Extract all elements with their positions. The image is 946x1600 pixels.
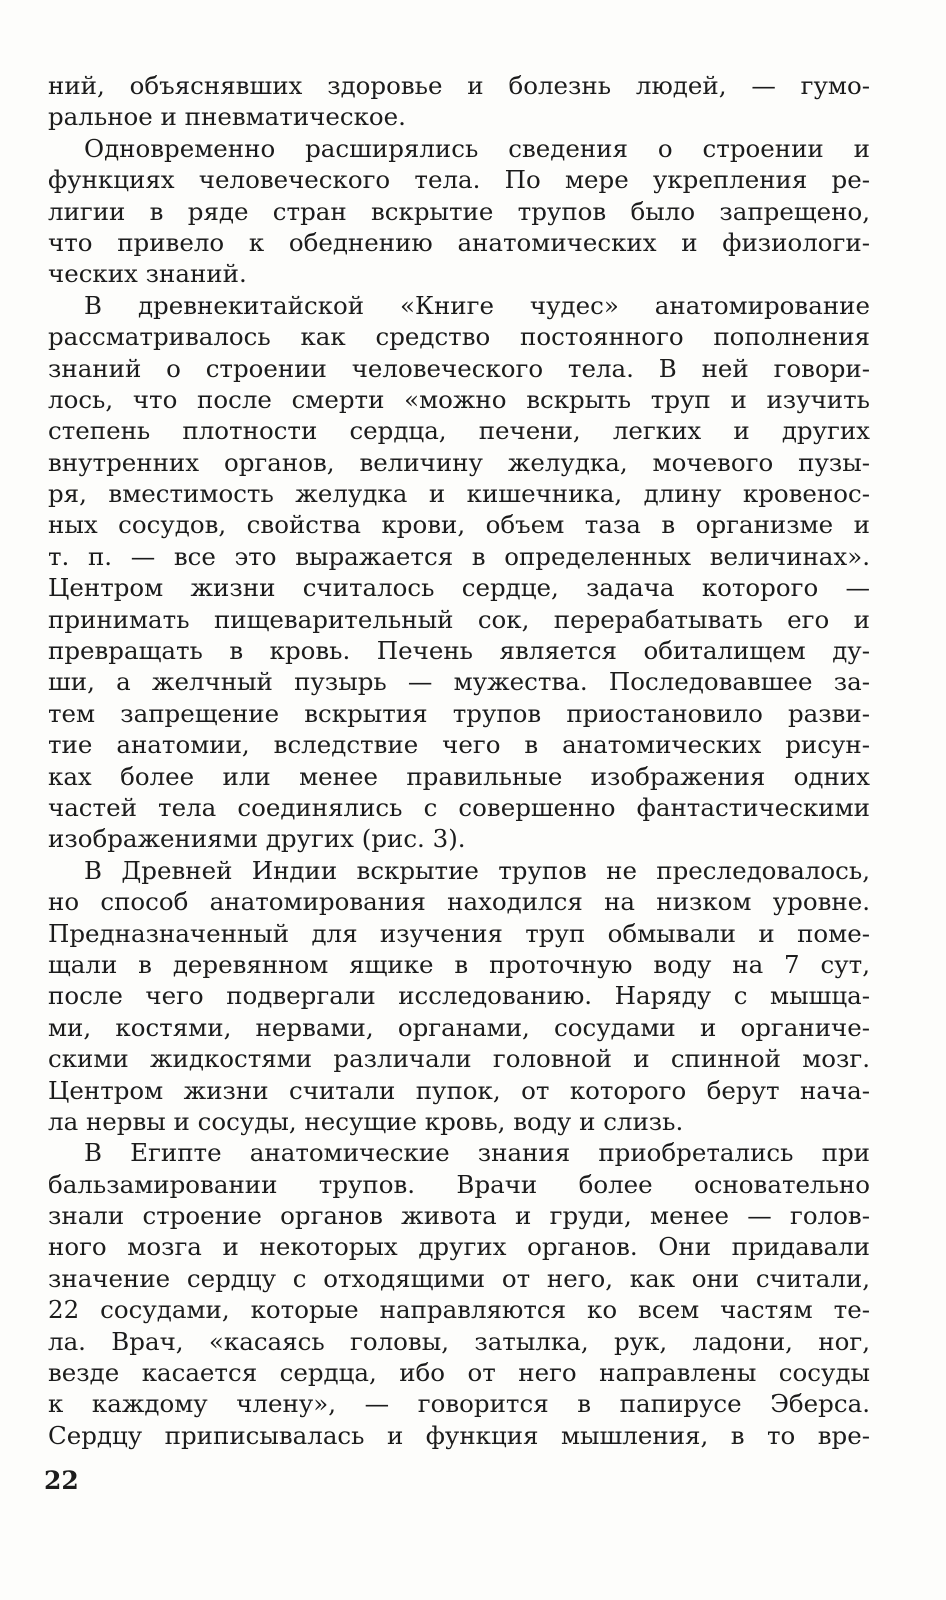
text-line: лигии в ряде стран вскрытие трупов было запрещено, [48,196,870,226]
text-line: знали строение органов живота и груди, менее — голов- [48,1201,870,1231]
text-line: т. п. — все это выражается в определенных величинах». [48,541,870,571]
text-line: внутренних органов, величину желудка, мочевого пузы- [48,447,870,477]
text-line: ла нервы и сосуды, несущие кровь, воду и слизь. [48,1106,684,1136]
paragraph [48,70,870,133]
text-line: после чего подвергали исследованию. Наряду с мышца- [48,981,870,1011]
text-line: Сердцу приписывалась и функция мышления, в то вре- [48,1420,870,1450]
paragraph [48,1137,870,1451]
text-line: тие анатомии, вследствие чего в анатомических рисун- [48,730,870,760]
text-line: ши, а желчный пузырь — мужества. Последовавшее за- [48,667,870,697]
text-line: бальзамировании трупов. Врачи более основательно [48,1169,870,1199]
text-line: ря, вместимость желудка и кишечника, длину кровенос- [48,479,870,509]
text-line: В Египте анатомические знания приобретались при [84,1138,870,1168]
text-line: скими жидкостями различали головной и спинной мозг. [48,1044,870,1074]
text-line: частей тела соединялись с совершенно фантастическими [48,792,870,822]
page-number: 22 [44,1466,79,1495]
text-line: Центром жизни считалось сердце, задача которого — [48,573,870,603]
text-line: Одновременно расширялись сведения о строении и [84,133,870,163]
text-line: ческих знаний. [48,259,247,289]
text-line: везде касается сердца, ибо от него направлены сосуды [48,1358,870,1388]
text-line: ных сосудов, свойства крови, объем таза в организме и [48,510,870,540]
text-line: превращать в кровь. Печень является обиталищем ду- [48,636,870,666]
text-line: что привело к обеднению анатомических и физиологи- [48,227,870,257]
paragraph [48,290,870,855]
text-line: изображениями других (рис. 3). [48,824,466,854]
body-text [48,70,870,1451]
text-line: ла. Врач, «касаясь головы, затылка, рук, ладони, ног, [48,1326,870,1356]
text-line: Центром жизни считали пупок, от которого берут нача- [48,1075,870,1105]
text-line: щали в деревянном ящике в проточную воду на 7 сут, [48,949,870,979]
text-line: принимать пищеварительный сок, перерабатывать его и [48,604,870,634]
text-line: лось, что после смерти «можно вскрыть труп и изучить [48,384,870,414]
text-line: ми, костями, нервами, органами, сосудами и органиче- [48,1012,870,1042]
text-line: но способ анатомирования находился на низком уровне. [48,887,870,917]
text-line: значение сердцу с отходящими от него, как они считали, [48,1263,870,1293]
text-line: знаний о строении человеческого тела. В ней говори- [48,353,870,383]
text-line: рассматривалось как средство постоянного пополнения [48,322,870,352]
text-line: функциях человеческого тела. По мере укрепления ре- [48,165,870,195]
text-line: Предназначенный для изучения труп обмывали и поме- [48,918,870,948]
text-line: ках более или менее правильные изображения одних [48,761,870,791]
text-line: В древнекитайской «Книге чудес» анатомирование [84,290,870,320]
text-line: тем запрещение вскрытия трупов приостановило разви- [48,698,870,728]
text-line: ральное и пневматическое. [48,102,406,132]
paragraph [48,133,870,290]
text-line: ного мозга и некоторых других органов. Они придавали [48,1232,870,1262]
paragraph [48,855,870,1138]
text-line: 22 сосудами, которые направляются ко всем частям те- [48,1295,870,1325]
text-line: ний, объяснявших здоровье и болезнь людей, — гумо- [48,71,870,100]
text-line: к каждому члену», — говорится в папирусе Эберса. [48,1389,870,1419]
text-line: степень плотности сердца, печени, легких и других [48,416,870,446]
text-line: В Древней Индии вскрытие трупов не преследовалось, [84,855,870,885]
